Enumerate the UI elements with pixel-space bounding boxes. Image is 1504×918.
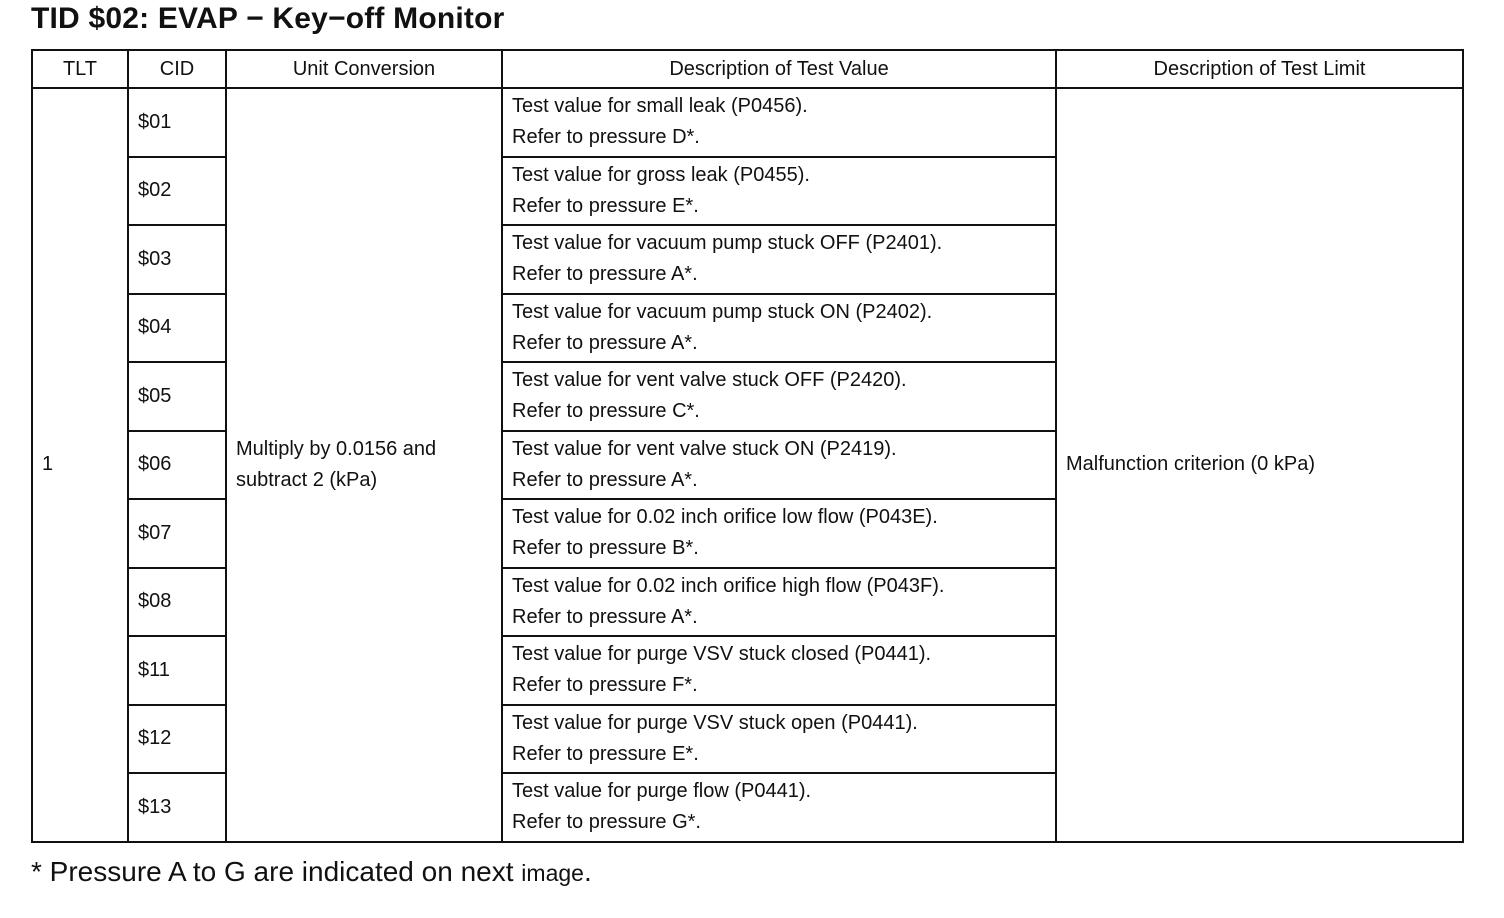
test-value-description	[502, 294, 1056, 363]
table-body	[32, 88, 1463, 842]
cid-cell: $13	[128, 773, 226, 842]
cid-cell: $04	[128, 294, 226, 363]
test-value-description	[502, 225, 1056, 294]
test-value-description	[502, 499, 1056, 568]
footnote-end: .	[583, 856, 592, 887]
test-value-line: Test value for vacuum pump stuck OFF (P2401).	[512, 232, 943, 255]
header-tlt: TLT	[32, 50, 128, 88]
pressure-reference-line: Refer to pressure E*.	[512, 742, 699, 765]
cid-cell: $05	[128, 362, 226, 431]
tlt-cell: 1	[32, 88, 128, 842]
test-value-line: Test value for 0.02 inch orifice low flow (P043E).	[512, 506, 938, 529]
pressure-reference-line: Refer to pressure B*.	[512, 537, 699, 560]
test-value-line: Test value for purge VSV stuck open (P0441).	[512, 711, 918, 734]
test-value-line: Test value for purge flow (P0441).	[512, 780, 812, 803]
test-value-line: Test value for vent valve stuck ON (P2419).	[512, 437, 897, 460]
pressure-reference-line: Refer to pressure A*.	[512, 331, 698, 354]
pressure-reference-line: Refer to pressure A*.	[512, 263, 698, 286]
cid-cell: $03	[128, 225, 226, 294]
pressure-reference-line: Refer to pressure G*.	[512, 811, 701, 834]
cid-cell: $11	[128, 636, 226, 705]
cid-cell: $01	[128, 88, 226, 157]
header-cid: CID	[128, 50, 226, 88]
test-value-line: Test value for 0.02 inch orifice high flow (P043F).	[512, 574, 945, 597]
test-value-description	[502, 568, 1056, 637]
test-value-description	[502, 157, 1056, 226]
test-value-line: Test value for vent valve stuck OFF (P2420).	[512, 369, 907, 392]
test-value-line: Test value for small leak (P0456).	[512, 95, 808, 118]
test-value-description	[502, 88, 1056, 157]
page-title: TID $02: EVAP − Key−off Monitor	[31, 2, 505, 35]
header-unit-conversion: Unit Conversion	[226, 50, 502, 88]
cid-cell: $06	[128, 431, 226, 500]
pressure-reference-line: Refer to pressure E*.	[512, 194, 699, 217]
test-value-description	[502, 705, 1056, 774]
pressure-reference-line: Refer to pressure A*.	[512, 605, 698, 628]
cid-cell: $07	[128, 499, 226, 568]
pressure-reference-line: Refer to pressure A*.	[512, 468, 698, 491]
test-value-line: Test value for vacuum pump stuck ON (P2402).	[512, 300, 933, 323]
header-test-limit: Description of Test Limit	[1056, 50, 1463, 88]
unit-conversion-cell	[226, 88, 502, 842]
header-test-value: Description of Test Value	[502, 50, 1056, 88]
test-value-line: Test value for gross leak (P0455).	[512, 163, 810, 186]
test-value-line: Test value for purge VSV stuck closed (P0441).	[512, 643, 932, 666]
header-row	[32, 50, 1463, 88]
unit-conversion-line: Multiply by 0.0156 and	[236, 437, 437, 460]
pressure-reference-line: Refer to pressure C*.	[512, 400, 700, 423]
pressure-reference-line: Refer to pressure F*.	[512, 674, 698, 697]
cid-cell: $08	[128, 568, 226, 637]
footnote-word: image	[521, 860, 584, 886]
footnote-main: * Pressure A to G are indicated on next	[31, 856, 522, 887]
test-value-description	[502, 431, 1056, 500]
footnote	[31, 856, 592, 888]
test-limit-cell: Malfunction criterion (0 kPa)	[1056, 88, 1463, 842]
test-value-description	[502, 636, 1056, 705]
cid-cell: $12	[128, 705, 226, 774]
cid-cell: $02	[128, 157, 226, 226]
table-row	[32, 88, 1463, 157]
test-value-description	[502, 362, 1056, 431]
unit-conversion-line: subtract 2 (kPa)	[236, 468, 378, 491]
monitor-table	[31, 49, 1464, 843]
pressure-reference-line: Refer to pressure D*.	[512, 126, 700, 149]
test-value-description	[502, 773, 1056, 842]
